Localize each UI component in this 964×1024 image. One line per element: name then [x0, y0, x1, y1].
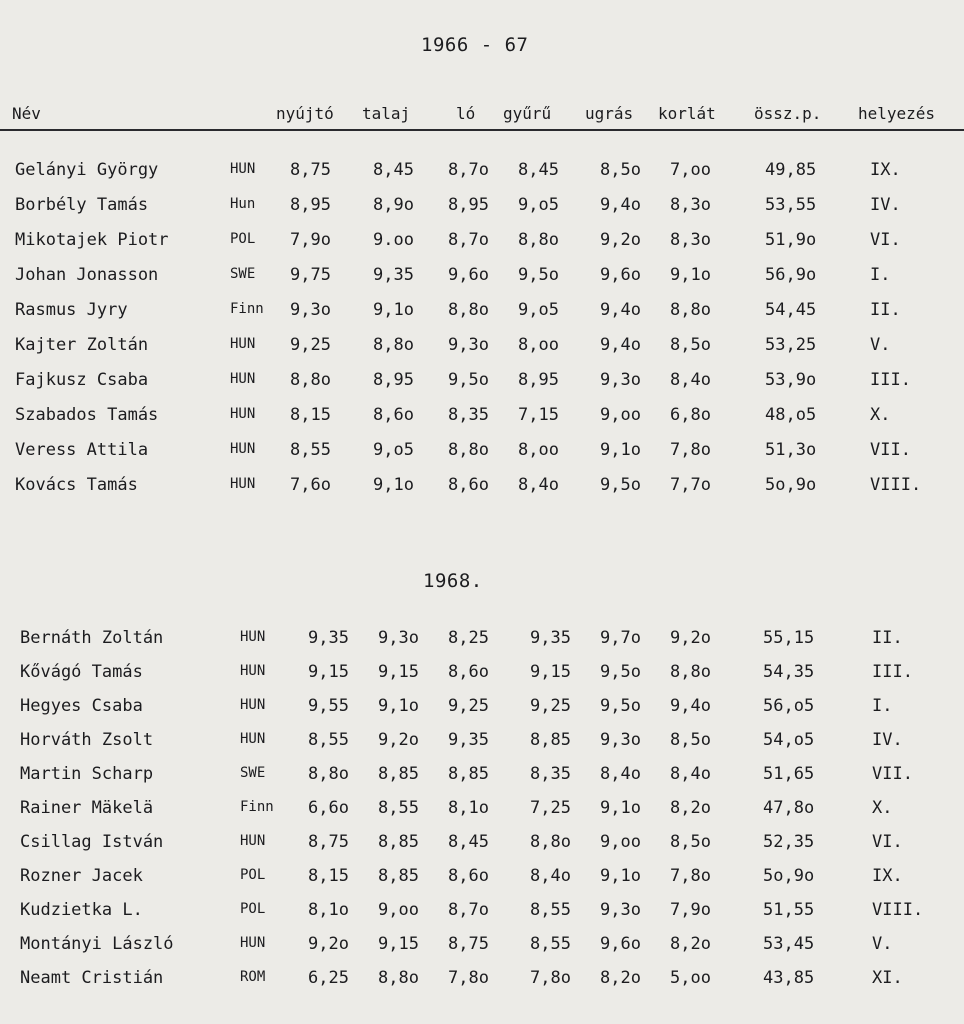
cell-nyujto: 8,55	[308, 730, 349, 750]
cell-talaj: 8,6o	[373, 405, 414, 425]
cell-place: V.	[870, 335, 891, 355]
cell-nyujto: 9,35	[308, 628, 349, 648]
cell-ossz: 51,9o	[765, 230, 817, 250]
cell-gyuru: 9,15	[530, 662, 571, 682]
cell-korlat: 7,8o	[670, 440, 711, 460]
cell-name: Montányi László	[20, 934, 174, 954]
cell-korlat: 7,7o	[670, 475, 711, 495]
cell-ossz: 56,o5	[763, 696, 815, 716]
cell-talaj: 9,15	[378, 934, 419, 954]
cell-place: IX.	[870, 160, 901, 180]
cell-name: Szabados Tamás	[15, 405, 159, 425]
cell-lo: 8,6o	[448, 866, 489, 886]
cell-nyujto: 8,95	[290, 195, 331, 215]
cell-place: VII.	[872, 764, 913, 784]
cell-korlat: 7,oo	[670, 160, 711, 180]
cell-talaj: 9,3o	[378, 628, 419, 648]
cell-name: Rozner Jacek	[20, 866, 143, 886]
cell-korlat: 9,2o	[670, 628, 711, 648]
cell-place: III.	[870, 370, 911, 390]
cell-ugras: 9,5o	[600, 696, 641, 716]
cell-ugras: 9,7o	[600, 628, 641, 648]
cell-ossz: 5o,9o	[765, 475, 817, 495]
cell-korlat: 8,8o	[670, 662, 711, 682]
cell-place: VI.	[872, 832, 903, 852]
cell-name: Bernáth Zoltán	[20, 628, 164, 648]
header-ossz: össz.p.	[754, 104, 822, 123]
cell-place: VI.	[870, 230, 901, 250]
cell-name: Martin Scharp	[20, 764, 154, 784]
cell-name: Kovács Tamás	[15, 475, 138, 495]
cell-nyujto: 8,8o	[308, 764, 349, 784]
cell-ossz: 47,8o	[763, 798, 815, 818]
cell-ugras: 9,5o	[600, 475, 641, 495]
cell-talaj: 9,1o	[378, 696, 419, 716]
cell-name: Csillag István	[20, 832, 164, 852]
cell-ossz: 53,9o	[765, 370, 817, 390]
cell-place: II.	[870, 300, 901, 320]
cell-ugras: 9,5o	[600, 662, 641, 682]
cell-country: Hun	[230, 196, 256, 212]
cell-nyujto: 8,55	[290, 440, 331, 460]
cell-talaj: 8,9o	[373, 195, 414, 215]
cell-lo: 8,95	[448, 195, 489, 215]
cell-lo: 8,6o	[448, 662, 489, 682]
cell-korlat: 8,3o	[670, 195, 711, 215]
cell-country: HUN	[230, 406, 256, 422]
cell-korlat: 8,5o	[670, 335, 711, 355]
cell-name: Johan Jonasson	[15, 265, 159, 285]
cell-ugras: 9,oo	[600, 405, 641, 425]
cell-ugras: 9,1o	[600, 866, 641, 886]
cell-korlat: 8,8o	[670, 300, 711, 320]
cell-lo: 8,45	[448, 832, 489, 852]
cell-talaj: 9,2o	[378, 730, 419, 750]
cell-korlat: 6,8o	[670, 405, 711, 425]
cell-lo: 9,6o	[448, 265, 489, 285]
cell-gyuru: 8,85	[530, 730, 571, 750]
cell-gyuru: 8,95	[518, 370, 559, 390]
cell-ossz: 48,o5	[765, 405, 817, 425]
cell-ugras: 9,3o	[600, 370, 641, 390]
cell-country: HUN	[240, 629, 266, 645]
cell-nyujto: 9,25	[290, 335, 331, 355]
cell-ossz: 5o,9o	[763, 866, 815, 886]
cell-korlat: 5,oo	[670, 968, 711, 988]
cell-ossz: 51,3o	[765, 440, 817, 460]
cell-lo: 8,7o	[448, 160, 489, 180]
cell-place: IV.	[872, 730, 903, 750]
cell-ossz: 51,65	[763, 764, 815, 784]
cell-ugras: 9,oo	[600, 832, 641, 852]
cell-nyujto: 9,75	[290, 265, 331, 285]
cell-place: X.	[872, 798, 893, 818]
cell-nyujto: 6,6o	[308, 798, 349, 818]
cell-country: HUN	[240, 663, 266, 679]
cell-country: POL	[240, 867, 266, 883]
cell-ossz: 51,55	[763, 900, 815, 920]
cell-korlat: 8,2o	[670, 934, 711, 954]
cell-name: Rasmus Jyry	[15, 300, 128, 320]
cell-ugras: 8,4o	[600, 764, 641, 784]
cell-nyujto: 8,15	[308, 866, 349, 886]
cell-country: HUN	[240, 731, 266, 747]
cell-ugras: 9,1o	[600, 440, 641, 460]
cell-korlat: 8,5o	[670, 832, 711, 852]
cell-place: II.	[872, 628, 903, 648]
cell-lo: 9,25	[448, 696, 489, 716]
cell-country: POL	[240, 901, 266, 917]
cell-gyuru: 9,35	[530, 628, 571, 648]
header-rule	[0, 129, 964, 131]
cell-ossz: 54,o5	[763, 730, 815, 750]
cell-place: V.	[872, 934, 893, 954]
cell-gyuru: 8,35	[530, 764, 571, 784]
cell-name: Kudzietka L.	[20, 900, 143, 920]
cell-ugras: 9,4o	[600, 335, 641, 355]
cell-talaj: 9,35	[373, 265, 414, 285]
header-ugras: ugrás	[585, 104, 634, 123]
cell-country: HUN	[230, 371, 256, 387]
cell-country: Finn	[230, 301, 264, 317]
header-talaj: talaj	[362, 104, 411, 123]
cell-place: X.	[870, 405, 891, 425]
cell-nyujto: 8,1o	[308, 900, 349, 920]
cell-ossz: 43,85	[763, 968, 815, 988]
cell-talaj: 9.oo	[373, 230, 414, 250]
cell-gyuru: 8,45	[518, 160, 559, 180]
cell-gyuru: 9,5o	[518, 265, 559, 285]
cell-talaj: 9,o5	[373, 440, 414, 460]
cell-talaj: 8,55	[378, 798, 419, 818]
cell-name: Fajkusz Csaba	[15, 370, 149, 390]
cell-talaj: 8,85	[378, 832, 419, 852]
cell-nyujto: 9,3o	[290, 300, 331, 320]
header-gyuru: gyűrű	[503, 104, 552, 123]
cell-lo: 8,7o	[448, 900, 489, 920]
cell-gyuru: 8,4o	[530, 866, 571, 886]
cell-gyuru: 7,15	[518, 405, 559, 425]
cell-gyuru: 9,25	[530, 696, 571, 716]
cell-nyujto: 9,2o	[308, 934, 349, 954]
cell-country: SWE	[230, 266, 256, 282]
cell-ugras: 8,2o	[600, 968, 641, 988]
cell-gyuru: 8,oo	[518, 335, 559, 355]
cell-lo: 8,6o	[448, 475, 489, 495]
cell-ossz: 49,85	[765, 160, 817, 180]
cell-place: IX.	[872, 866, 903, 886]
cell-talaj: 8,45	[373, 160, 414, 180]
cell-country: HUN	[230, 441, 256, 457]
cell-country: POL	[230, 231, 256, 247]
cell-country: ROM	[240, 969, 266, 985]
cell-talaj: 8,85	[378, 866, 419, 886]
cell-talaj: 9,15	[378, 662, 419, 682]
cell-lo: 8,85	[448, 764, 489, 784]
cell-ugras: 9,3o	[600, 900, 641, 920]
cell-lo: 8,1o	[448, 798, 489, 818]
cell-gyuru: 9,o5	[518, 300, 559, 320]
cell-name: Hegyes Csaba	[20, 696, 143, 716]
cell-ugras: 9,6o	[600, 265, 641, 285]
cell-nyujto: 8,75	[290, 160, 331, 180]
cell-gyuru: 8,4o	[518, 475, 559, 495]
cell-place: III.	[872, 662, 913, 682]
header-name: Név	[12, 104, 41, 123]
cell-nyujto: 9,15	[308, 662, 349, 682]
cell-ugras: 8,5o	[600, 160, 641, 180]
cell-korlat: 9,1o	[670, 265, 711, 285]
cell-lo: 8,35	[448, 405, 489, 425]
cell-ugras: 9,1o	[600, 798, 641, 818]
cell-name: Mikotajek Piotr	[15, 230, 169, 250]
cell-country: SWE	[240, 765, 266, 781]
cell-name: Horváth Zsolt	[20, 730, 154, 750]
cell-name: Kővágó Tamás	[20, 662, 143, 682]
cell-ossz: 53,45	[763, 934, 815, 954]
cell-place: VII.	[870, 440, 911, 460]
cell-gyuru: 7,8o	[530, 968, 571, 988]
cell-korlat: 9,4o	[670, 696, 711, 716]
header-korlat: korlát	[658, 104, 716, 123]
cell-lo: 8,8o	[448, 300, 489, 320]
cell-ossz: 53,55	[765, 195, 817, 215]
cell-korlat: 8,2o	[670, 798, 711, 818]
cell-lo: 7,8o	[448, 968, 489, 988]
cell-ossz: 52,35	[763, 832, 815, 852]
cell-name: Gelányi György	[15, 160, 159, 180]
cell-korlat: 7,8o	[670, 866, 711, 886]
cell-country: Finn	[240, 799, 274, 815]
cell-talaj: 8,95	[373, 370, 414, 390]
cell-talaj: 8,8o	[378, 968, 419, 988]
cell-nyujto: 8,8o	[290, 370, 331, 390]
header-nyujto: nyújtó	[276, 104, 334, 123]
header-lo: ló	[456, 104, 476, 123]
cell-place: VIII.	[872, 900, 924, 920]
cell-country: HUN	[240, 935, 266, 951]
cell-place: I.	[872, 696, 893, 716]
cell-country: HUN	[230, 476, 256, 492]
cell-nyujto: 6,25	[308, 968, 349, 988]
cell-lo: 9,5o	[448, 370, 489, 390]
cell-ossz: 55,15	[763, 628, 815, 648]
cell-gyuru: 8,55	[530, 934, 571, 954]
cell-talaj: 8,85	[378, 764, 419, 784]
cell-gyuru: 8,55	[530, 900, 571, 920]
cell-name: Veress Attila	[15, 440, 149, 460]
cell-lo: 9,35	[448, 730, 489, 750]
cell-place: I.	[870, 265, 891, 285]
cell-ossz: 54,35	[763, 662, 815, 682]
cell-place: VIII.	[870, 475, 922, 495]
cell-country: HUN	[230, 336, 256, 352]
cell-ossz: 53,25	[765, 335, 817, 355]
cell-ossz: 54,45	[765, 300, 817, 320]
cell-korlat: 8,4o	[670, 764, 711, 784]
cell-place: XI.	[872, 968, 903, 988]
cell-gyuru: 8,oo	[518, 440, 559, 460]
section-title-1966-67: 1966 - 67	[421, 34, 529, 56]
cell-ugras: 9,4o	[600, 300, 641, 320]
cell-talaj: 9,oo	[378, 900, 419, 920]
cell-talaj: 9,1o	[373, 300, 414, 320]
cell-korlat: 8,3o	[670, 230, 711, 250]
cell-ossz: 56,9o	[765, 265, 817, 285]
cell-lo: 8,8o	[448, 440, 489, 460]
cell-gyuru: 8,8o	[530, 832, 571, 852]
cell-nyujto: 8,75	[308, 832, 349, 852]
cell-name: Neamt Cristián	[20, 968, 164, 988]
cell-country: HUN	[240, 833, 266, 849]
cell-ugras: 9,3o	[600, 730, 641, 750]
cell-place: IV.	[870, 195, 901, 215]
cell-name: Kajter Zoltán	[15, 335, 149, 355]
cell-lo: 9,3o	[448, 335, 489, 355]
cell-ugras: 9,4o	[600, 195, 641, 215]
cell-gyuru: 8,8o	[518, 230, 559, 250]
cell-lo: 8,75	[448, 934, 489, 954]
cell-korlat: 7,9o	[670, 900, 711, 920]
cell-country: HUN	[230, 161, 256, 177]
header-helyezes: helyezés	[858, 104, 936, 123]
cell-lo: 8,25	[448, 628, 489, 648]
cell-lo: 8,7o	[448, 230, 489, 250]
cell-gyuru: 7,25	[530, 798, 571, 818]
cell-gyuru: 9,o5	[518, 195, 559, 215]
cell-nyujto: 9,55	[308, 696, 349, 716]
cell-ugras: 9,6o	[600, 934, 641, 954]
cell-korlat: 8,4o	[670, 370, 711, 390]
cell-ugras: 9,2o	[600, 230, 641, 250]
cell-nyujto: 7,9o	[290, 230, 331, 250]
cell-nyujto: 8,15	[290, 405, 331, 425]
cell-name: Rainer Mäkelä	[20, 798, 154, 818]
cell-country: HUN	[240, 697, 266, 713]
cell-talaj: 9,1o	[373, 475, 414, 495]
cell-talaj: 8,8o	[373, 335, 414, 355]
cell-nyujto: 7,6o	[290, 475, 331, 495]
section-title-1968: 1968.	[423, 570, 483, 592]
cell-korlat: 8,5o	[670, 730, 711, 750]
cell-name: Borbély Tamás	[15, 195, 149, 215]
